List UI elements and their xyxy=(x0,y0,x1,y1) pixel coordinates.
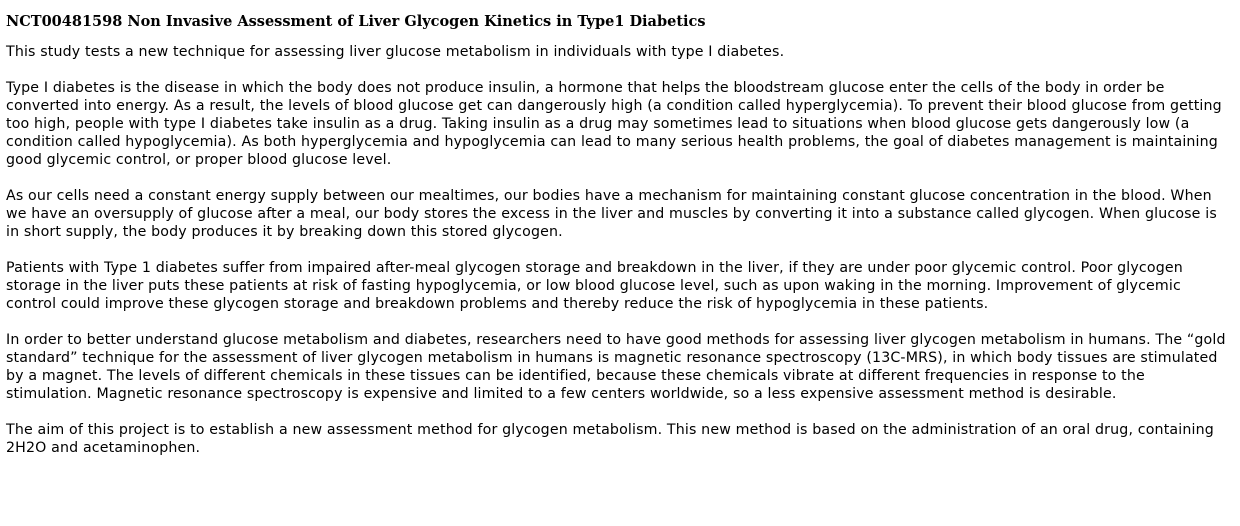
paragraph-project-aim: The aim of this project is to establish a new assessment method for glycogen metabolism. This new method is based on the administration of an oral drug, containing 2H2O and acetaminophen. xyxy=(6,422,1214,456)
document-title: NCT00481598 Non Invasive Assessment of Liver Glycogen Kinetics in Type1 Diabetics xyxy=(6,13,706,30)
paragraph-type1-diabetes: Type I diabetes is the disease in which the body does not produce insulin, a hormone that helps the bloodstream glucose enter the cells of the body in order be converted into energy. As a result, the levels of blood glucose get can dangerously high (a condition called hyperglycemia). To prevent their blood glucose from getting too high, people with type I diabetes take insulin as a drug. Taking insulin as a drug may sometimes lead to situations when blood glucose gets dangerously low (a condition called hypoglycemia). As both hyperglycemia and hypoglycemia can lead to many serious health problems, the goal of diabetes management is maintaining good glycemic control, or proper blood glucose level. xyxy=(6,80,1222,168)
paragraph-intro: This study tests a new technique for assessing liver glucose metabolism in individuals with type I diabetes. xyxy=(6,44,785,60)
paragraph-assessment-methods: In order to better understand glucose metabolism and diabetes, researchers need to have good methods for assessing liver glycogen metabolism in humans. The “gold standard” technique for the assessment of liver glycogen metabolism in humans is magnetic resonance spectroscopy (13C-MRS), in which body tissues are stimulated by a magnet. The levels of different chemicals in these tissues can be identified, because these chemicals vibrate at different frequencies in response to the stimulation. Magnetic resonance spectroscopy is expensive and limited to a few centers worldwide, so a less expensive assessment method is desirable. xyxy=(6,332,1226,402)
paragraph-impaired-storage: Patients with Type 1 diabetes suffer from impaired after-meal glycogen storage and breakdown in the liver, if they are under poor glycemic control. Poor glycogen storage in the liver puts these patients at risk of fasting hypoglycemia, or low blood glucose level, such as upon waking in the morning. Improvement of glycemic control could improve these glycogen storage and breakdown problems and thereby reduce the risk of hypoglycemia in these patients. xyxy=(6,260,1183,312)
paragraph-glycogen-mechanism: As our cells need a constant energy supply between our mealtimes, our bodies have a mechanism for maintaining constant glucose concentration in the blood. When we have an oversupply of glucose after a meal, our body stores the excess in the liver and muscles by converting it into a substance called glycogen. When glucose is in short supply, the body produces it by breaking down this stored glycogen. xyxy=(6,188,1217,240)
